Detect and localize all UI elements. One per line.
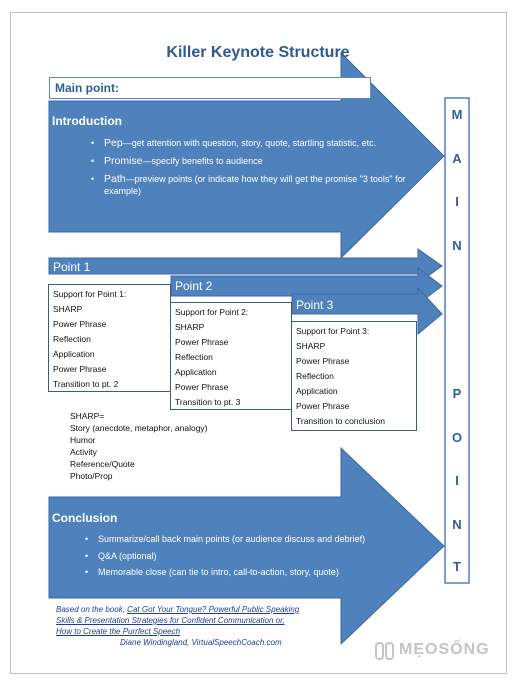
point-3-item: Application	[296, 386, 338, 396]
sharp-line: Photo/Prop	[70, 471, 113, 481]
point-1-label: Point 1	[53, 260, 91, 274]
introduction-heading: Introduction	[52, 114, 122, 128]
vertical-letter-t: T	[453, 559, 461, 574]
point-1-item: SHARP	[53, 304, 83, 314]
point-1-item: Reflection	[53, 334, 91, 344]
main-point-vertical-box	[445, 98, 469, 583]
point-2-label: Point 2	[175, 279, 213, 293]
sharp-line: Activity	[70, 447, 97, 457]
sharp-line: Reference/Quote	[70, 459, 135, 469]
point-2-item: Reflection	[175, 352, 213, 362]
credits-prefix: Based on the book,	[56, 605, 128, 614]
point-3-item: Power Phrase	[296, 401, 350, 411]
point-3-item: SHARP	[296, 341, 326, 351]
conclusion-bullet: • Memorable close (can tie to intro, call-to-action, story, quote)	[85, 567, 339, 577]
point-1-item: Application	[53, 349, 95, 359]
point-2-box	[170, 302, 292, 410]
intro-bullet-promise: • Promise—specify benefits to audience	[91, 155, 263, 167]
point-3-item: Reflection	[296, 371, 334, 381]
point-1-box	[48, 284, 171, 392]
bullet-dot: •	[85, 567, 89, 577]
point-1-item: Power Phrase	[53, 319, 107, 329]
vertical-letter-i2: I	[455, 473, 459, 488]
credits	[56, 604, 356, 648]
book-title-link-line3[interactable]: How to Create the Purrfect Speech	[56, 627, 181, 636]
conclusion-heading: Conclusion	[52, 511, 118, 525]
bullet-dot: •	[91, 156, 95, 166]
book-title-link[interactable]: Cat Got Your Tongue? Powerful Public Speaking	[127, 605, 300, 614]
vertical-letter-i: I	[455, 194, 459, 209]
conclusion-bullet: • Q&A (optional)	[85, 551, 157, 561]
bullet-dot: •	[85, 551, 89, 561]
point-2-item: Support for Point 2:	[175, 307, 249, 317]
author-credit: Diane Windingland, VirtualSpeechCoach.com	[120, 638, 282, 647]
sharp-line: SHARP=	[70, 411, 105, 421]
point-3-item: Support for Point 3:	[296, 326, 370, 336]
bullet-dot: •	[91, 174, 95, 184]
sharp-line: Story (anecdote, metaphor, analogy)	[70, 423, 208, 433]
point-1-item: Transition to pt. 2	[53, 379, 119, 389]
vertical-letter-n: N	[452, 238, 462, 253]
vertical-letter-n2: N	[452, 517, 462, 532]
watermark-logo-icon	[374, 640, 396, 662]
book-title-link-line2[interactable]: Skills & Presentation Strategies for Confident Communication or,	[56, 616, 285, 625]
watermark-text: MẸOSỐNG	[399, 641, 490, 658]
point-2-item: Transition to pt. 3	[175, 397, 241, 407]
diagram-title: Killer Keynote Structure	[166, 44, 350, 61]
point-1-item: Power Phrase	[53, 364, 107, 374]
sharp-line: Humor	[70, 435, 96, 445]
point-3-box	[291, 321, 417, 431]
vertical-letter-o: O	[451, 430, 463, 445]
main-point-label: Main point:	[49, 77, 371, 99]
point-2-item: SHARP	[175, 322, 205, 332]
point-2-item: Power Phrase	[175, 337, 229, 347]
bullet-dot: •	[91, 138, 95, 148]
point-3-item: Transition to conclusion	[296, 416, 385, 426]
vertical-letter-a: A	[452, 151, 462, 166]
point-2-item: Application	[175, 367, 217, 377]
intro-bullet-path: • Path—preview points (or indicate how they will get the promise "3 tools" for example)	[91, 173, 406, 196]
vertical-letter-p: P	[452, 386, 462, 401]
vertical-letter-m: M	[451, 107, 463, 122]
conclusion-bullet: • Summarize/call back main points (or audience discuss and debrief)	[85, 534, 366, 544]
point-1-item: Support for Point 1:	[53, 289, 127, 299]
point-3-item: Power Phrase	[296, 356, 350, 366]
bullet-dot: •	[85, 534, 89, 544]
intro-bullet-pep: • Pep—get attention with question, story, quote, startling statistic, etc.	[91, 137, 377, 149]
point-2-item: Power Phrase	[175, 382, 229, 392]
point-3-label: Point 3	[296, 298, 334, 312]
sharp-definition	[70, 410, 270, 482]
